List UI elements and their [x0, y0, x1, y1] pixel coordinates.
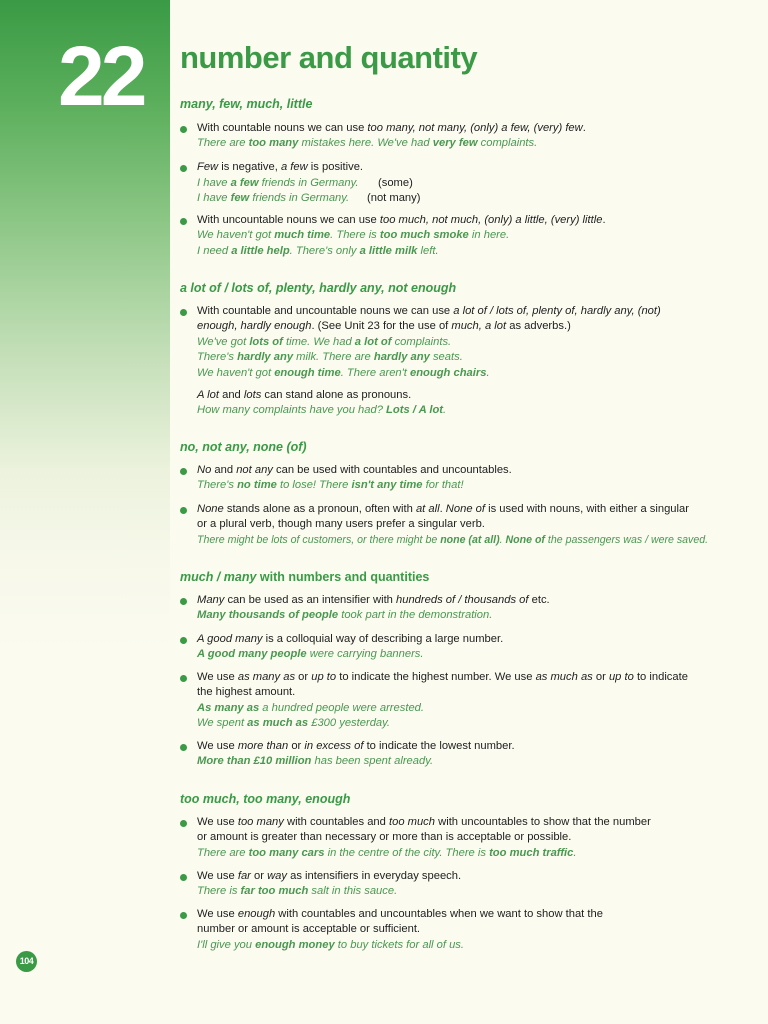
bullet-icon	[180, 637, 187, 644]
rule-text: With countable nouns we can use too many, not many, (only) a few, (very) few.	[197, 122, 586, 134]
rule-text: enough, hardly enough. (See Unit 23 for the use of much, a lot as adverbs.)	[197, 320, 571, 332]
bullet-icon	[180, 468, 187, 475]
bullet-icon	[180, 309, 187, 316]
example-text: There are too many mistakes here. We've had very few complaints.	[197, 137, 538, 149]
example-text: There's no time to lose! There isn't any time for that!	[197, 479, 464, 491]
section-title: a lot of / lots of, plenty, hardly any, not enough	[180, 281, 457, 295]
rule-text: We use more than or in excess of to indicate the lowest number.	[197, 740, 515, 752]
rule-text: With countable and uncountable nouns we can use a lot of / lots of, plenty of, hardly any, (not)	[197, 305, 661, 317]
bullet-icon	[180, 126, 187, 133]
meaning-note: (some)	[378, 177, 413, 189]
bullet-icon	[180, 598, 187, 605]
example-text: A good many people were carrying banners.	[197, 648, 424, 660]
section-title: many, few, much, little	[180, 97, 313, 111]
example-text: There's hardly any milk. There are hardly any seats.	[197, 351, 463, 363]
section-title: much / many with numbers and quantities	[180, 570, 430, 584]
example-text: More than £10 million has been spent already.	[197, 755, 434, 767]
rule-text: With uncountable nouns we can use too much, not much, (only) a little, (very) little.	[197, 214, 606, 226]
rule-text: A lot and lots can stand alone as pronouns.	[197, 389, 412, 401]
example-text: We haven't got much time. There is too much smoke in here.	[197, 229, 510, 241]
rule-text: or a plural verb, though many users prefer a singular verb.	[197, 518, 485, 530]
meaning-note: (not many)	[367, 192, 421, 204]
rule-text: We use as many as or up to to indicate the highest number. We use as much as or up to to indicate	[197, 671, 688, 683]
rule-text: Few is negative, a few is positive.	[197, 161, 364, 173]
rule-text: We use enough with countables and uncountables when we want to show that the	[197, 908, 603, 920]
example-text: I'll give you enough money to buy tickets for all of us.	[197, 939, 465, 951]
bullet-icon	[180, 912, 187, 919]
rule-text: We use too many with countables and too much with uncountables to show that the number	[197, 816, 651, 828]
bullet-icon	[180, 165, 187, 172]
section-title: no, not any, none (of)	[180, 440, 307, 454]
bullet-icon	[180, 675, 187, 682]
bullet-icon	[180, 507, 187, 514]
rule-text: Many can be used as an intensifier with hundreds of / thousands of etc.	[197, 594, 550, 606]
example-text: There are too many cars in the centre of the city. There is too much traffic.	[197, 847, 577, 859]
example-text: We spent as much as £300 yesterday.	[197, 717, 391, 729]
example-text: I have a few friends in Germany.	[197, 177, 359, 189]
example-text: There is far too much salt in this sauce.	[197, 885, 398, 897]
page-title: number and quantity	[180, 40, 478, 75]
rule-text: None stands alone as a pronoun, often with at all. None of is used with nouns, with either a singular	[197, 503, 689, 515]
unit-number: 22	[58, 29, 144, 123]
bullet-icon	[180, 218, 187, 225]
example-text: Many thousands of people took part in the demonstration.	[197, 609, 493, 621]
rule-text: A good many is a colloquial way of describing a large number.	[197, 633, 504, 645]
rule-text: number or amount is acceptable or sufficient.	[197, 923, 421, 935]
bullet-icon	[180, 744, 187, 751]
example-text: We've got lots of time. We had a lot of complaints.	[197, 336, 452, 348]
rule-text: or amount is greater than necessary or more than is acceptable or possible.	[197, 831, 572, 843]
rule-text: No and not any can be used with countables and uncountables.	[197, 464, 512, 476]
example-text: There might be lots of customers, or there might be none (at all). None of the passengers was / were saved.	[197, 534, 709, 546]
rule-text: We use far or way as intensifiers in everyday speech.	[197, 870, 462, 882]
example-text: I need a little help. There's only a little milk left.	[197, 245, 439, 257]
example-text: How many complaints have you had? Lots / A lot.	[197, 404, 447, 416]
example-text: As many as a hundred people were arrested.	[197, 702, 425, 714]
bullet-icon	[180, 820, 187, 827]
bullet-icon	[180, 874, 187, 881]
example-text: I have few friends in Germany.	[197, 192, 350, 204]
example-text: We haven't got enough time. There aren't enough chairs.	[197, 367, 490, 379]
sidebar-gradient	[0, 0, 170, 1024]
section-title: too much, too many, enough	[180, 792, 351, 806]
rule-text: the highest amount.	[197, 686, 296, 698]
page-number-badge: 104	[16, 951, 37, 972]
